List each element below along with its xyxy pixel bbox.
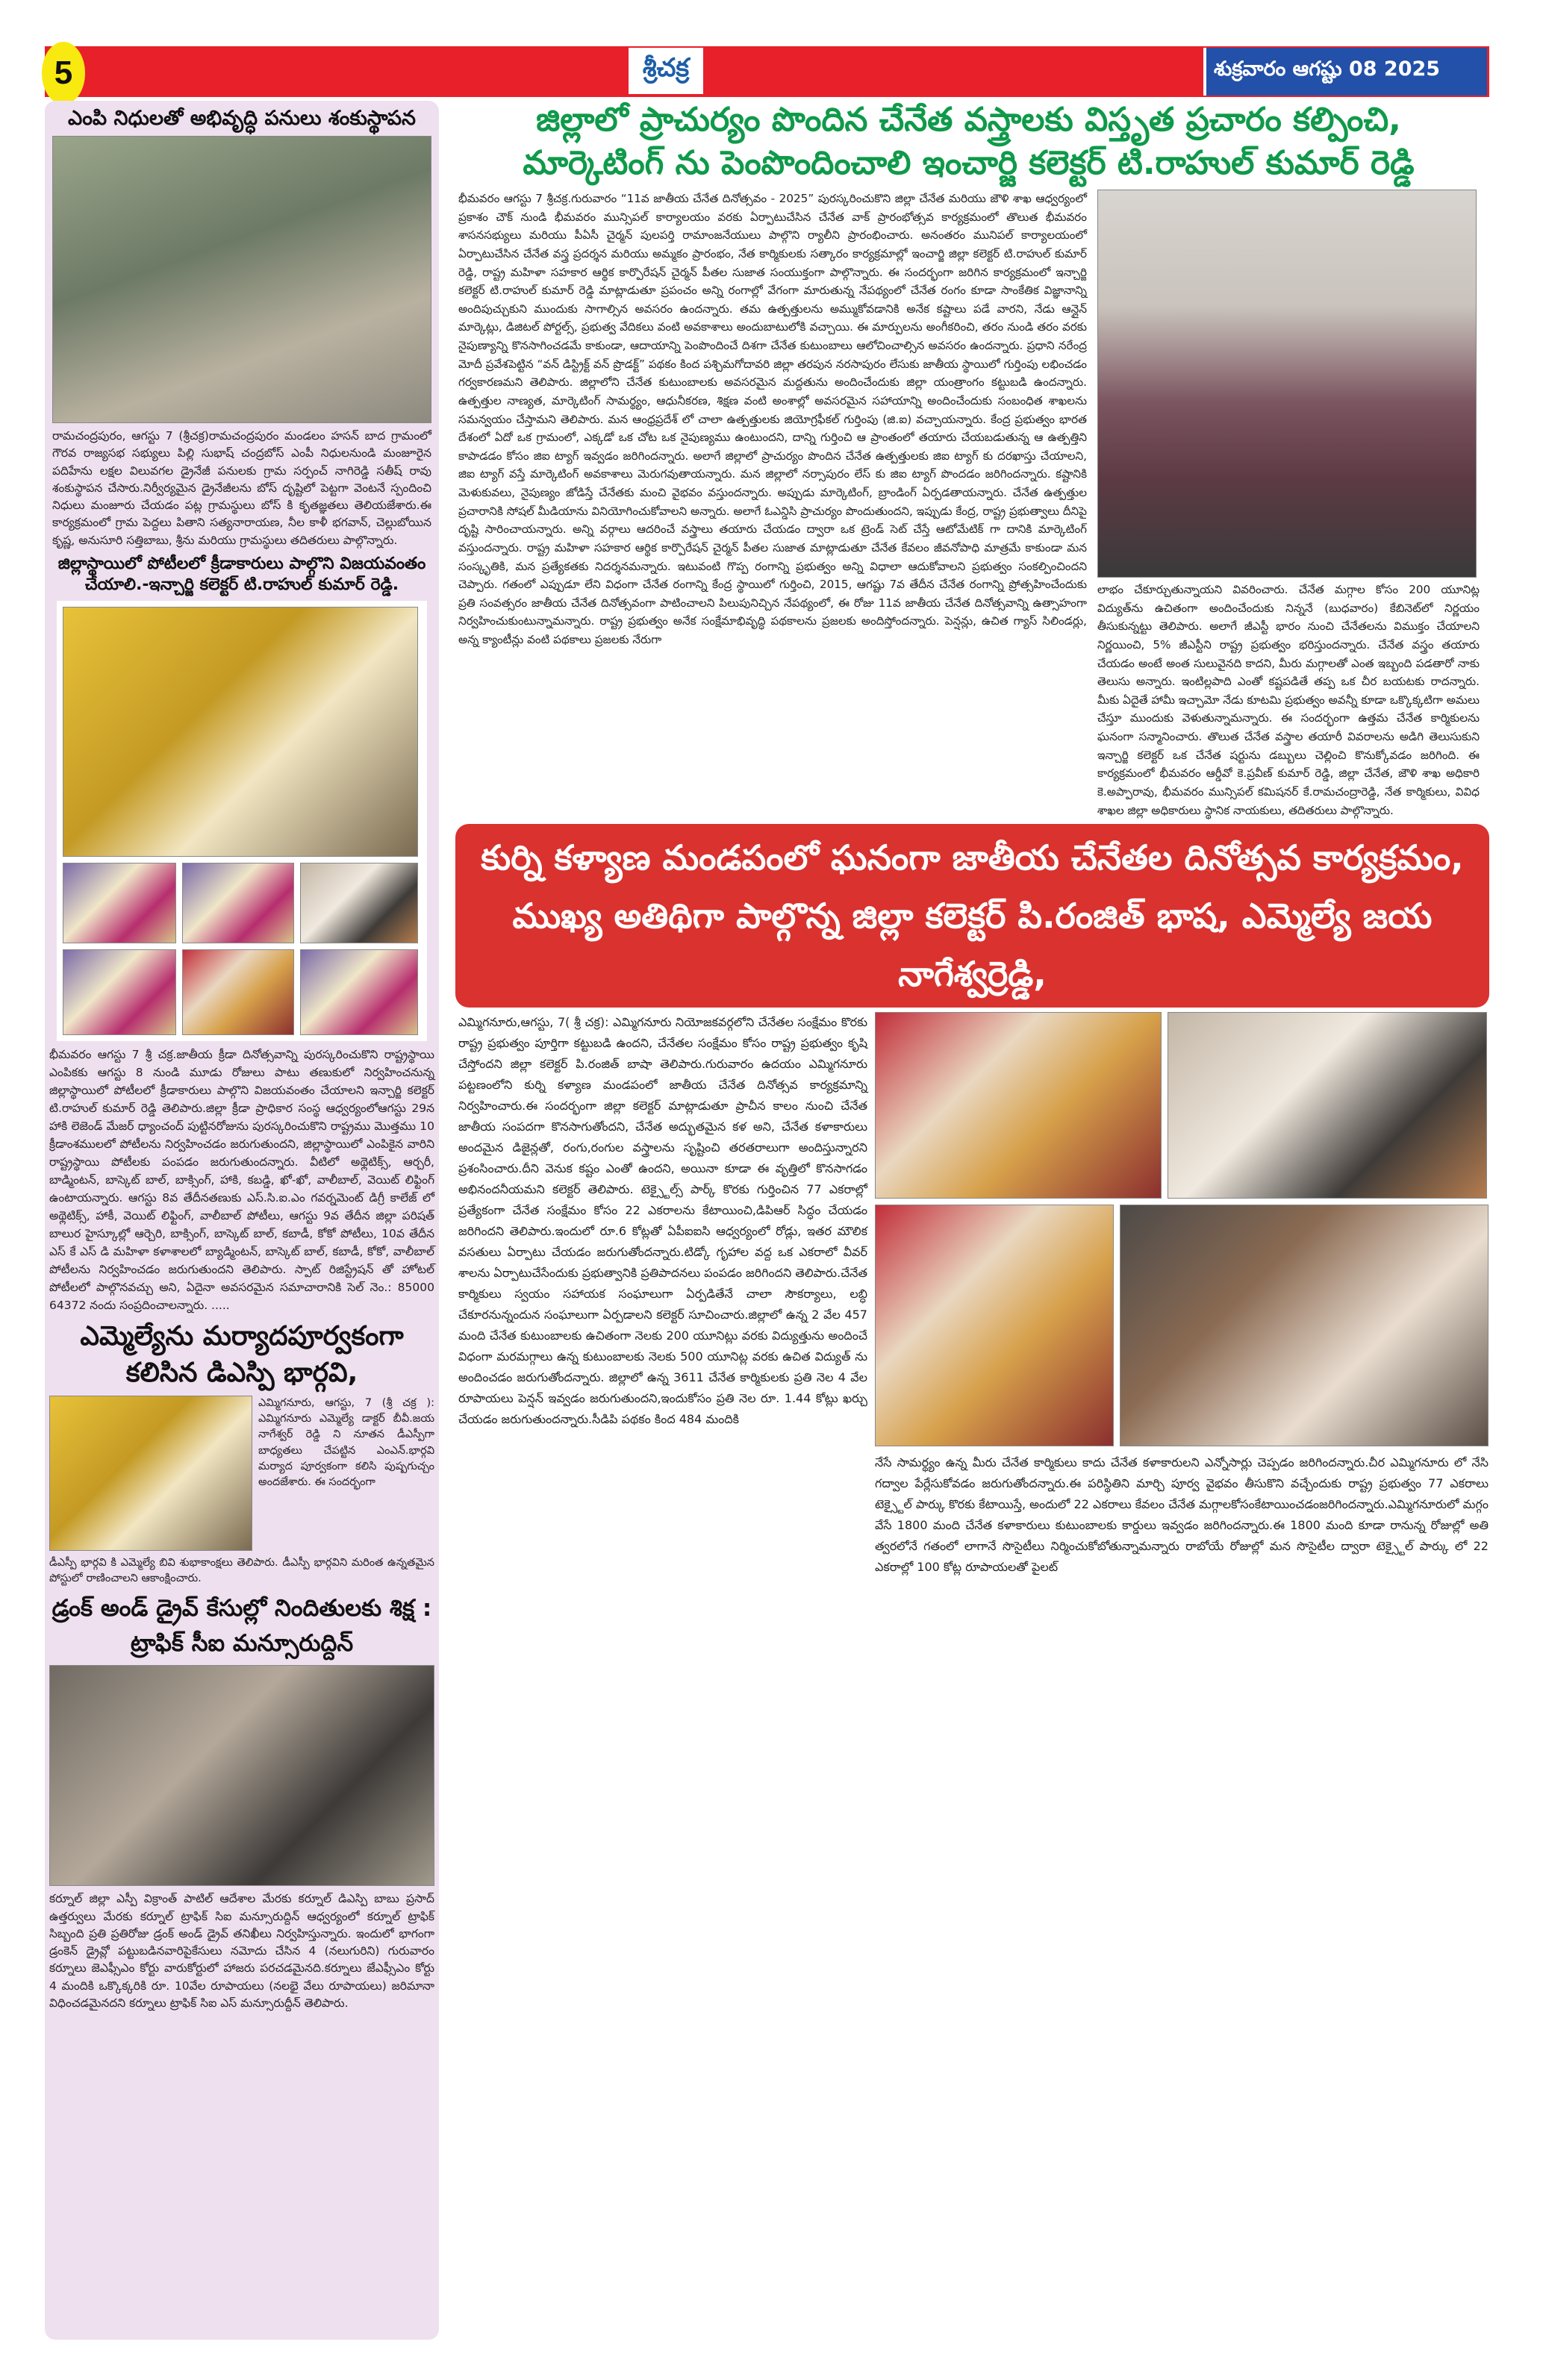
- story3-headline: ఎమ్మెల్యేను మర్యాదపూర్వకంగా కలిసిన డిఎస్పి భార్గవి,: [80, 1321, 404, 1388]
- collage-photo: [300, 949, 418, 1035]
- collage-photo: [182, 863, 294, 943]
- story1-body: రామచంద్రపురం, ఆగస్టు 7 (శ్రీచక్ర)రామచంద్రపురం మండలం హసన్ బాద గ్రామంలో గౌరవ రాజ్యసభ సభ్యులు పిల్లి సుభాష్ చంద్రబోస్ ఎంపీ నిధులనుండి మంజూరైన పదిహేను లక్షల విలువగల డ్రైనేజీ పనులకు గ్రామ సర్పంచ్ నాగిరెడ్డి సతీష్ రావు శంకుస్థాపన చేసారు.నిర్వీర్యమైన డ్రైనేజీలను బోస్ దృష్టిలో పెట్టగా వెంటనే స్పందించి నిధులు మంజూరు చేయడం పట్ల గ్రామస్థులు బోస్ కి కృతజ్ఞతలు తెలియజేశారు.ఈ కార్యక్రమంలో గ్రామ పెద్దలు పితాని సత్యనారాయణ, నీల కాళీ భగవాన్, చెల్లుబోయిన కృష్ణ, అనుసూరి సత్తిబాబు, శ్రీను మరియు గ్రామస్థులు తదితరులు పాల్గొన్నారు.: [52, 429, 431, 547]
- collector-photo: [1097, 190, 1477, 578]
- banner-headline: [455, 824, 1489, 1008]
- banner-photo-stage: [875, 1012, 1162, 1199]
- story1-photo: [52, 136, 431, 423]
- banner-story-side: [875, 1012, 1489, 1578]
- main-headline-line2: మార్కెటింగ్ ను పెంపొందించాలి ఇంచార్జి కలెక్టర్ టి.రాహుల్ కుమార్ రెడ్డి: [523, 144, 1415, 182]
- event-banner-photo: [63, 607, 418, 857]
- collage-photo: [182, 949, 294, 1035]
- story1-headline: ఎంపి నిధులతో అభివృద్ధి పనులు శంకుస్థాపన: [68, 107, 416, 130]
- collage-photo: [300, 863, 418, 943]
- banner-photo-cheque: [1168, 1012, 1487, 1199]
- page-number: 5: [42, 42, 85, 104]
- banner-headline-line1: కుర్ని కళ్యాణ మండపంలో ఘనంగా జాతీయ చేనేతల దినోత్సవ కార్యక్రమం,: [481, 837, 1464, 878]
- banner-story-body-continued: నేసే సామర్థ్యం ఉన్న మీరు చేనేత కార్మికులు కాదు చేనేత కళాకారులని ఎన్నోసార్లు చెప్పడం జరిగిందన్నారు.చీర ఎమ్మిగనూరు లో నేసి గద్వాల పేర్లేసుకోవడం జరుగుతోందన్నారు.ఈ పరిస్థితిని మార్చి పూర్వ వైభవం తీసుకొని వచ్చేందుకు రాష్ట్ర ప్రభుత్వం 77 ఎకరాలు టెక్స్టైల్ పార్కు కొరకు కేటాయిస్తే, అందులో 22 ఎకరాలు కేవలం చేనేత మగ్గాలకోసంకేటాయించడంజరిగిందన్నారు.ఎమ్మిగనూరులో మగ్గం వేసే 1800 మంది చేనేత కళాకారులు కుటుంబాలకు కార్డులు ఇవ్వడం జరిగిందన్నారు.ఈ 1800 మంది కూడా రానున్న రోజుల్లో అతి త్వరలోనే గతంలో లాగానే సొసైటీలు నిర్మించుకోబోతున్నామన్నారు రాబోయే రోజుల్లో మన సొసైటీల ద్వారా టెక్స్టైల్ పార్కు లో 22 ఎకరాల్లో 100 కోట్ల రూపాయలతో పైలట్: [875, 1455, 1489, 1575]
- story3-body-below: డీఎస్పీ భార్గవి కి ఎమ్మెల్యే బివి శుభాకాంక్షలు తెలిపారు. డీఎస్పీ భార్గవిని మరింత ఉన్నతమైన పోస్టులో రాణించాలని ఆకాంక్షించారు.: [49, 1557, 434, 1585]
- banner-photo-award: [1120, 1205, 1489, 1446]
- banner-headline-line2: ముఖ్య అతిథిగా పాల్గొన్న జిల్లా కలెక్టర్ పి.రంజిత్ భాష, ఎమ్మెల్యే జయ నాగేశ్వర్రెడ్డి,: [512, 896, 1433, 995]
- banner-story-row: [448, 1012, 1489, 1578]
- story4-body: కర్నూల్ జిల్లా ఎస్పీ విక్రాంత్ పాటిల్ ఆదేశాల మేరకు కర్నూల్ డిఎస్పి బాబు ప్రసాద్ ఉత్తర్వులు మేరకు కర్నూల్ ట్రాఫిక్ సిఐ మన్సూరుద్దిన్ ఆధ్వర్యంలో కర్నూల్ ట్రాఫిక్ సిబ్బంది ప్రతి ప్రతిరోజు డ్రంక్ అండ్ డ్రైవ్ తనిఖీలు నిర్వహిస్తున్నారు. ఇందులో భాగంగా డ్రంకెన్ డ్రైవ్లో పట్టుబడినవారిపైకేసులు నమోదు చేసిన 4 (నలుగురిని) గురువారం కర్నూలు జెఎఫ్సీఎం కోర్టు వారుకోర్టులో హాజరు పరచడమైనది.కర్నూలు జేఎఫ్సీఎం కోర్టు 4 మందికి ఒక్కొక్కరికి రూ. 10వేల రూపాయలు (నలభై వేలు రూపాయలు) జరిమానా విధించడమైనదని కర్నూలు ట్రాఫిక్ సిఐ ఎస్ మన్సూరుద్దీన్ తెలిపారు.: [49, 1892, 434, 2010]
- main-headline-line1: జిల్లాలో ప్రాచుర్యం పొందిన చేనేత వస్త్రాలకు విస్తృత ప్రచారం కల్పించి,: [536, 101, 1401, 139]
- banner-photos-bottom: [875, 1205, 1489, 1446]
- main-story-body-continued: లాభం చేకూర్చుతున్నాయని వివరించారు. చేనేత మగ్గాల కోసం 200 యూనిట్ల విద్యుత్‌ను ఉచితంగా అందించేందుకు నిన్ననే (బుధవారం) కేబినెట్‌లో నిర్ణయం తీసుకున్నట్టు తెలిపారు. అలాగే జీఎస్టీ భారం నుంచి చేనేతలను విముక్తం చేయాలని నిర్ణయించి, 5% జీఎస్టీని రాష్ట్ర ప్రభుత్వం భరిస్తుందన్నారు. చేనేత వస్త్రం తయారు చేయడం అంటే అంత సులువైనది కాదని, మీరు మగ్గాలతో ఎంత ఇబ్బంది పడతారో నాకు తెలుసు అన్నారు. ఇంటిల్లపాది ఎంతో కష్టపడితే తప్ప ఒక చీర బయటకు రాదన్నారు. మీకు ఏదైతే హామీ ఇచ్చామో నేడు కూటమి ప్రభుత్వం అవన్నీ కూడా ఒక్కొక్కటిగా అమలు చేస్తూ ముందుకు వెళుతున్నామన్నారు. ఈ సందర్భంగా ఉత్తమ చేనేత కార్మికులను ఘనంగా సన్మానించారు. తొలుత చేనేత వస్త్రాల తయారీ వివరాలను అడిగి తెలుసుకుని ఇన్చార్జి కలెక్టర్ ఒక చేనేత షర్టును డబ్బులు చెల్లించి కొనుక్కోవడం జరిగింది. ఈ కార్యక్రమంలో భీమవరం ఆర్డీవో కె.ప్రవీణ్ కుమార్ రెడ్డి, జిల్లా చేనేత, జౌళి శాఖ అధికారి కె.అప్పారావు, భీమవరం మున్సిపల్ కమిషనర్ కే.రామచంద్రారెడ్డి, నేత కార్మికులు, వివిధ శాఖల జిల్లా అధికారులు స్థానిక నాయకులు, తదితరులు పాల్గొన్నారు.: [1097, 583, 1480, 817]
- collage-photo: [63, 949, 176, 1035]
- main-story-row: [448, 190, 1489, 819]
- main-column: [448, 99, 1489, 1578]
- left-sidebar: [45, 101, 439, 2340]
- banner-photos-top: [875, 1012, 1489, 1199]
- story3-row: [49, 1396, 434, 1551]
- story3-body-side: ఎమ్మిగనూరు, ఆగస్టు, 7 (శ్రీ చక్ర ): ఎమ్మిగనూరు ఎమ్మెల్యే డాక్టర్ బీవీ.జయ నాగేశ్వర్ రెడ్డి ని నూతన డీఎస్పీగా బాధ్యతలు చేపట్టిన ఎంఎన్.భార్గవి మర్యాద పూర్వకంగా కలిసి పుష్పగుచ్చం అందజేశారు. ఈ సందర్భంగా: [258, 1397, 434, 1488]
- story3-photo: [49, 1396, 252, 1551]
- story2-photo-collage: [57, 601, 427, 1041]
- story2-headline: జిల్లాస్థాయిలో పోటీలలో క్రీడాకారులు పాల్గొని విజయవంతం చేయాలి.-ఇన్చార్జి కలెక్టర్ టి.రాహుల్ కుమార్ రెడ్డి.: [57, 554, 426, 595]
- story4-photo: [49, 1665, 434, 1886]
- newspaper-logo: శ్రీచక్ర: [629, 48, 703, 94]
- story2-body: భీమవరం ఆగస్టు 7 శ్రీ చక్ర.జాతీయ క్రీడా దినోత్సవాన్ని పురస్కరించుకొని రాష్ట్రస్థాయి ఎంపికకు ఆగస్టు 8 నుండి మూడు రోజులు పాటు తణుకులో నిర్వహించనున్న జిల్లాస్థాయిలో పోటీలలో క్రీడాకారులు పాల్గొని విజయవంతం చేయాలని ఇన్చార్జి కలెక్టర్ టి.రాహుల్ కుమార్ రెడ్డి తెలిపారు.జిల్లా క్రీడా ప్రాధికార సంస్థ ఆధ్వర్యంలోఆగస్టు 29న హాకి లెజెండ్ మేజర్ ధ్యాంచంద్ పుట్టినరోజును పురస్కరించుకొని రాష్ట్రము మొత్తము 10 క్రీడాంశములలో పోటీలను నిర్వహించడం జరుగుతుందని, జిల్లాస్థాయిలో ఎంపికైన వారిని రాష్ట్రస్థాయి పోటీలకు పంపడం జరుగుతుందన్నారు. వీటిలో అథ్లెటిక్స్, ఆర్చరీ, బాడ్మింటన్, బాస్కెట్ బాల్, బాక్సింగ్, హాకి, కబడ్డి, ఖో-ఖో, వాలీబాల్, వెయిట్ లిఫ్టింగ్ ఉంటాయన్నారు. ఆగస్టు 8వ తేదీనతణుకు ఎస్.సి.ఐ.ఎం గవర్నమెంట్ డిగ్రీ కాలేజ్ లో అథ్లెటిక్స్, హాకీ, వెయిట్ లిఫ్టింగ్, వాలీబాల్ పోటీలు, ఆగస్టు 9వ తేదీన జిల్లా పరిషత్ బాలుర హైస్కూల్లో ఆర్చెరి, బాక్సింగ్, బాస్కెట్ బాల్, కబాడీ, కోకో పోటీలు, 10వ తేదీన ఎస్ కే ఎస్ డి మహిళా కళాశాలలో బ్యాడ్మింటన్, బాస్కెట్ బాల్, కబాడీ, కోకో, వాలీబాల్ పోటీలను నిర్వహించడం జరుగుతుందని తెలిపారు. స్పాట్ రిజిస్ట్రేషన్ తో హోటల్ పోటీలలో పాల్గొనవచ్చు అని, ఏదైనా అవసరమైన సమాచారానికి సెల్ నెం.: 85000 64372 నందు సంప్రదించాలన్నారు. .....: [49, 1048, 434, 1313]
- story4-headline: డ్రంక్ అండ్ డ్రైవ్ కేసుల్లో నిందితులకు శిక్ష : ట్రాఫిక్ సీఐ మన్సూరుద్దిన్: [52, 1595, 432, 1657]
- main-headline: [448, 99, 1489, 185]
- collage-photo: [63, 863, 176, 943]
- main-story-side: [1097, 190, 1480, 819]
- main-story-body: భీమవరం ఆగస్టు 7 శ్రీచక్ర.గురువారం “11వ జాతీయ చేనేత దినోత్సవం - 2025” పురస్కరించుకొని జిల్లా చేనేత మరియు జౌళి శాఖ ఆధ్వర్యంలో ప్రకాశం చౌక్ నుండి భీమవరం మున్సిపల్ కార్యాలయం వరకు ఏర్పాటుచేసిన చేనేత వాక్ ప్రారంభోత్సవ కార్యక్రమంలో తొలుత భీమవరం శాసనసభ్యులు మరియు పీఏసీ చైర్మన్ పులపర్తి రామాంజనేయులు పాల్గొని ర్యాలీని ప్రారంభించారు. అనంతరం మునిపల్ కార్యాలయంలో ఏర్పాటుచేసిన చేనేత వస్త్ర ప్రదర్శన మరియు అమ్మకం ప్రారంభం, నేత కార్మికులకు సత్కారం కార్యక్రమాల్లో ఇంచార్జి జిల్లా కలెక్టర్ టి.రాహుల్ కుమార్ రెడ్డి, రాష్ట్ర మహిళా సహకార ఆర్థిక కార్పొరేషన్ చైర్మన్ పీతల సుజాత సంయుక్తంగా పాల్గొన్నారు. ఈ సందర్భంగా జరిగిన కార్యక్రమంలో ఇన్చార్జి కలెక్టర్ టి.రాహుల్ కుమార్ రెడ్డి మాట్లాడుతూ ప్రపంచం అన్ని రంగాల్లో వేగంగా మారుతున్న నేపథ్యంలో చేనేత రంగం కూడా సాంకేతిక విజ్ఞానాన్ని అందిపుచ్చుకుని ముందుకు సాగాల్సిన అవసరం ఉందన్నారు. తమ ఉత్పత్తులను అమ్ముకోవడానికి అనేక కష్టాలు పడే వారని, నేడు ఆన్లైన్ మార్కెట్లు, డిజిటల్ పోర్టల్స్, ప్రభుత్వ వేదికలు వంటి అవకాశాలు అందుబాటులోకి వచ్చాయి. ఈ మార్పులను అంగీకరించి, తరం నుండి తరం వరకు నైపుణ్యాన్ని కొనసాగించడమే కాకుండా, ఆదాయాన్ని పెంపొందించే దిశగా చేనేత కుటుంబాలు ఆలోచించాల్సిన అవసరం ఉందన్నారు. ప్రధాని నరేంద్ర మోదీ ప్రవేశపెట్టిన “వన్ డిస్ట్రిక్ట్ వన్ ప్రొడక్ట్” పథకం కింద పశ్చిమగోదావరి జిల్లా తరపున నరసాపురం లేసుకు జాతీయ స్థాయిలో గుర్తింపు లభించడం గర్వకారణమని తెలిపారు. జిల్లాలోని చేనేత కుటుంబాలకు అవసరమైన మద్దతును అందించేందుకు జిల్లా యంత్రాంగం కట్టుబడి ఉందన్నారు. ఉత్పత్తుల నాణ్యత, మార్కెటింగ్ సామర్థ్యం, ఆధునీకరణ, శిక్షణ వంటి అంశాల్లో అవసరమైన సహాయాన్ని అందించేందుకు సంబంధిత శాఖలను సమన్వయం చేస్తామని తెలిపారు. మన ఆంధ్రప్రదేశ్ లో చాలా ఉత్పత్తులకు జియోగ్రఫీకల్ గుర్తింపు (జి.ఐ) వచ్చాయన్నారు. కేంద్ర ప్రభుత్వం భారత దేశంలో ఏదో ఒక గ్రామంలో, ఎక్కడో ఒక చోట ఒక నైపుణ్యము ఉంటుందని, దాన్ని గుర్తించి ఆ ప్రాంతంలో తయారు చేయబడుతున్న ఆ ఉత్పత్తిని కాపాడడం కోసం జిఐ ట్యాగ్ ఇవ్వడం జరిగిందన్నారు. అలాగే జిల్లాలో ప్రాచుర్యం పొందిన చేనేత ఉత్పత్తులకు జిఐ ట్యాగ్ కు దరఖాస్తు చేయాలని, జిఐ ట్యాగ్ వస్తే మార్కెటింగ్ అవకాశాలు మెరుగవుతాయన్నారు. మన జిల్లాలో నర్సాపురం లేస్ కు జిఐ ట్యాగ్ పొందడం జరిగిందన్నారు. కష్టానికి మెళుకువలు, నైపుణ్యం జోడిస్తే చేనేతకు మంచి వైభవం వస్తుందన్నారు. అప్పుడు మార్కెటింగ్, బ్రాండింగ్ ఏర్పడతాయన్నారు. చేనేత ఉత్పత్తుల ప్రచారానికి సోషల్ మీడియాను వినియోగించుకోవాలని అన్నారు. అలాగే ఓఎన్డిసి ప్రాచుర్యం పొందుతుందని, ఇప్పుడు కేంద్ర, రాష్ట్ర ప్రభుత్వాలు దీనిపై దృష్టి సారించాయన్నారు. అన్ని వర్గాలు ఆదరించే వస్త్రాలు తయారు చేయడం ద్వారా ఒక ట్రెండ్ సెట్ చేస్తే ఆటోమేటిక్ గా దానికి మార్కెటింగ్ వస్తుందన్నారు. రాష్ట్ర మహిళా సహకార ఆర్థిక కార్పొరేషన్ చైర్మన్ పీతల సుజాత మాట్లాడుతూ చేనేత కేవలం జీవనోపాధి మాత్రమే కాకుండా మన సంస్కృతికి, మన ప్రత్యేకతకు నిదర్శనమన్నారు. ఇటువంటి గొప్ప రంగాన్ని ప్రభుత్వం అన్ని విధాలా ఆదుకోవాలని ప్రభుత్వం సంకల్పించిందని చెప్పారు. గతంలో ఎప్పుడూ లేని విధంగా చేనేత రంగాన్ని కేంద్ర స్థాయిలో గుర్తించి, 2015, ఆగష్టు 7వ తేదీన చేనేత రంగాన్ని ప్రోత్సహించేందుకు ప్రతి సంవత్సరం జాతీయ చేనేత దినోత్సవంగా పాటించాలని పిలుపునిచ్చిన నేపథ్యంలో, ఈ రోజు 11వ జాతీయ చేనేత దినోత్సవాన్ని ఉత్సాహంగా నిర్వహించుకుంటున్నామన్నారు. రాష్ట్ర ప్రభుత్వం అనేక సంక్షేమాభివృద్ధి పథకాలను ప్రజలకు అందిస్తోందన్నారు. పెన్షన్లు, ఉచిత గ్యాస్ సిలిండర్లు, అన్న క్యాంటీన్లు వంటి పథకాలు ప్రజలకు నేరుగా: [458, 192, 1087, 646]
- banner-photo-felicitation: [875, 1205, 1114, 1446]
- banner-story-body: ఎమ్మిగనూరు,ఆగస్టు, 7( శ్రీ చక్ర): ఎమ్మిగనూరు నియోజకవర్గలోని చేనేతల సంక్షేమం కొరకు రాష్ట్ర ప్రభుత్వం పూర్తిగా కట్టుబడి ఉందని, చేనేతల సంక్షేమం కోసం రాష్ట్ర ప్రభుత్వం కృషి చేస్తోందని జిల్లా కలెక్టర్ పి.రంజిత్ బాషా తెలిపారు.గురువారం ఉదయం ఎమ్మిగనూరు పట్టణంలోని కుర్ని కళ్యాణ మండపంలో జాతీయ చేనేత దినోత్సవ కార్యక్రమాన్ని నిర్వహించారు.ఈ సందర్భంగా జిల్లా కలెక్టర్ మాట్లాడుతూ ప్రాచీన కాలం నుంచి చేనేత జాతీయ సంపదగా కొనసాగుతోందని, చేనేత అద్భుతమైన కళ అని, చేనేత కళాకారులు అందమైన డిజైన్లతో, రంగు,రంగుల వస్త్రాలను సృష్టించి తరతరాలుగా అందిస్తున్నారని ప్రశంసించారు.దీని వెనుక కష్టం ఎంతో ఉందని, అయినా కూడా ఈ వృత్తిలో కొనసాగడం అభినందనీయమని కలెక్టర్ తెలిపారు. టెక్స్టైల్స్ పార్క్ కొరకు గుర్తించిన 77 ఎకరాల్లో ప్రత్యేకంగా చేనేత సంక్షేమం కోసం 22 ఎకరాలను కేటాయించి,డిపిఆర్ సిద్ధం చేయడం జరిగిందని తెలిపారు.ఇందులో రూ.6 కోట్లతో ఏపీఐఐసి ఆధ్వర్యంలో రోడ్లు, ఇతర మౌలిక వసతులు ఏర్పాటు చేయడం జరుగుతోందన్నారు.టిడ్కో గృహాల వద్ద ఒక ఎకరాలో వీవర్ శాలను ఏర్పాటుచేసేందుకు ప్రభుత్వానికి ప్రతిపాదనలు పంపడం జరిగిందని తెలిపారు.చేనేత కార్మికులు స్వయం సహాయక సంఘాలుగా ఏర్పడితేనే చాలా సౌకర్యాలు, లబ్ధి చేకూరనున్నందున సంఘాలుగా ఏర్పడాలని కలెక్టర్ సూచించారు.జిల్లాలో ఉన్న 2 వేల 457 మంది చేనేత కుటుంబాలకు ఉచితంగా నెలకు 200 యూనిట్లు వరకు విద్యుత్తును అందించే విధంగా మరమగ్గాలు ఉన్న కుటుంబాలకు నెలకు 500 యూనిట్ల వరకు ఉచిత విద్యుత్ ను అందించడం జరుగుతోందన్నారు. జిల్లాలో ఉన్న 3611 చేనేత కార్మికులకు ప్రతి నెల 4 వేల రూపాయలు పెన్షన్ ఇవ్వడం జరుగుతుందని,ఇందుకోసం ప్రతి నెల రూ. 1.44 కోట్లు ఖర్చు చేయడం జరుగుతుందన్నారు.సీడిపి పథకం కింద 484 మందికి: [458, 1015, 867, 1427]
- issue-date: శుక్రవారం ఆగష్టు 08 2025: [1203, 48, 1487, 96]
